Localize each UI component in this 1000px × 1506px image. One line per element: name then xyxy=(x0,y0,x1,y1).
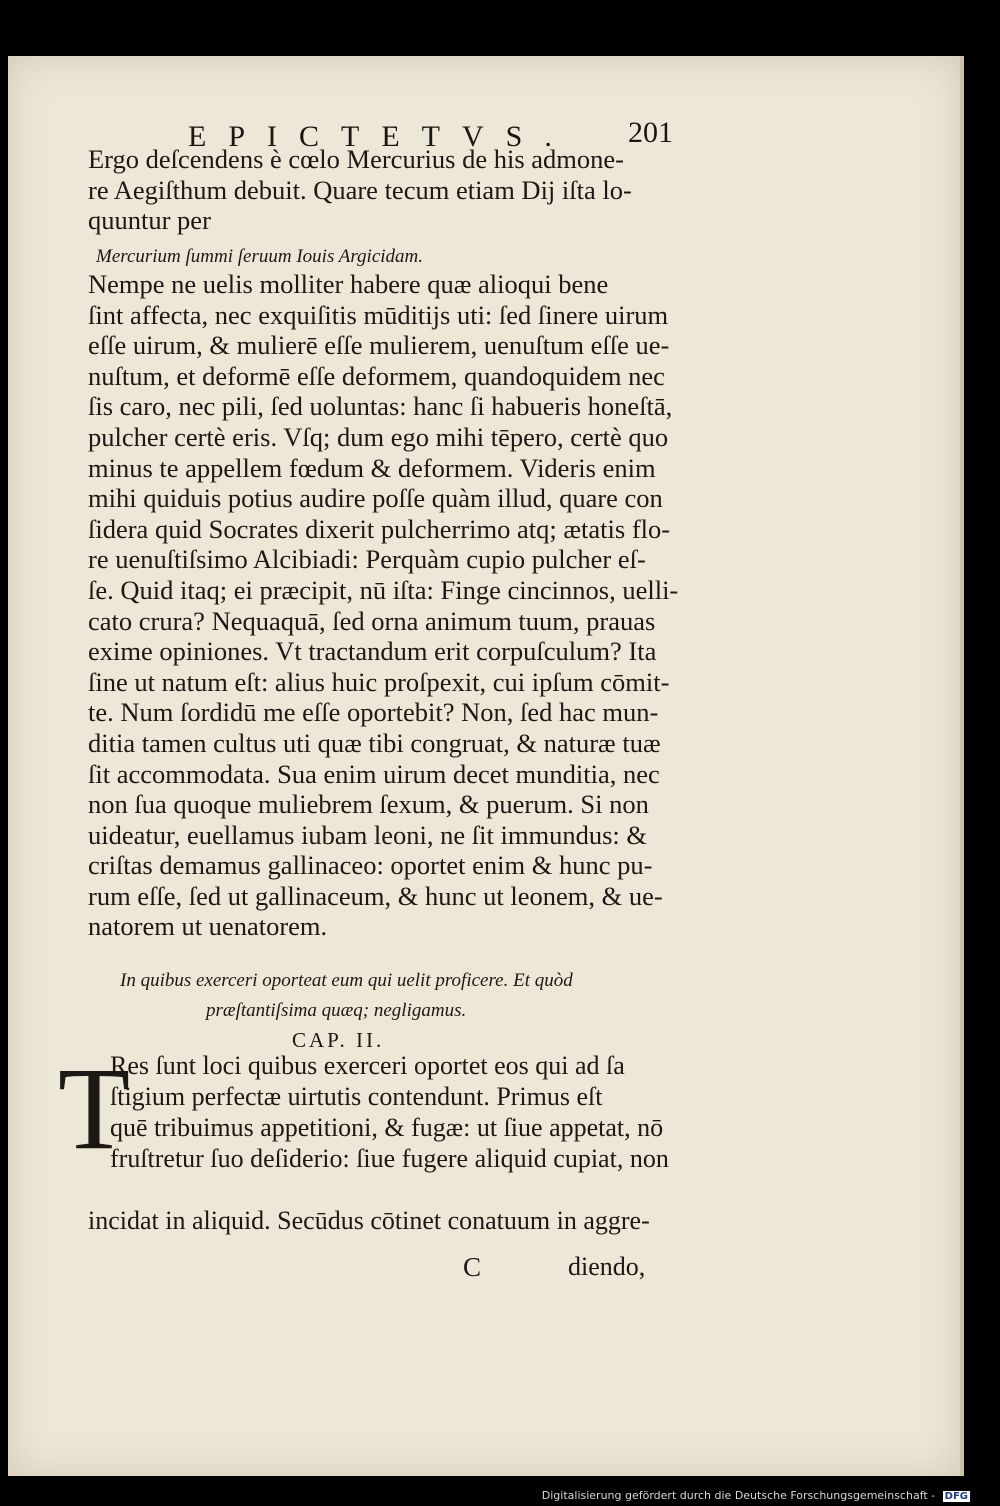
text-line: mihi quiduis potius audire poſſe quàm illud, quare con xyxy=(88,483,663,514)
paragraph-3-end xyxy=(88,1205,708,1236)
text-line: ſit accommodata. Sua enim uirum decet munditia, nec xyxy=(88,758,660,789)
text-line: ſtigium perfectæ uirtutis contendunt. Primus eſt xyxy=(110,1082,603,1111)
text-line: Nempe ne uelis molliter habere quæ alioqui bene xyxy=(88,269,609,299)
text-line: ſine ut natum eſt: alius huic proſpexit, cui ipſum cōmit- xyxy=(88,666,670,697)
signature-mark: C xyxy=(463,1252,482,1282)
text-line: fruſtretur ſuo deſiderio: ſiue fugere aliquid cupiat, non xyxy=(110,1144,669,1173)
text-line: non ſua quoque muliebrem ſexum, & puerum. Si non xyxy=(88,789,649,820)
text-line: ſis caro, nec pili, ſed uoluntas: hanc ſi habueris honeſtā, xyxy=(88,391,673,422)
text-line: natorem ut uenatorem. xyxy=(88,911,328,942)
text-line: uideatur, euellamus iubam leoni, ne ſit immundus: & xyxy=(88,819,648,850)
text-line: quuntur per xyxy=(88,205,211,236)
text-line: eſſe uirum, & mulierē eſſe mulierem, uenuſtum eſſe ue- xyxy=(88,330,670,361)
text-line: re uenuſtiſsimo Alcibiadi: Perquàm cupio pulcher eſ- xyxy=(88,544,646,575)
paragraph-1 xyxy=(88,144,708,236)
text-line: quē tribuimus appetitioni, & fugæ: ut ſiue appetat, nō xyxy=(110,1113,664,1142)
running-title: EPICTETVS. xyxy=(188,120,574,153)
catchword: diendo, xyxy=(568,1252,646,1281)
paragraph-3 xyxy=(110,1050,690,1174)
paragraph-2 xyxy=(88,269,708,942)
text-line: incidat in aliquid. Secūdus cōtinet conatuum in aggre- xyxy=(88,1206,650,1235)
text-line: pulcher certè eris. Vſq; dum ego mihi tēpero, certè quo xyxy=(88,421,669,452)
text-line: Ergo deſcendens è cœlo Mercurius de his admone- xyxy=(88,144,624,174)
text-line: cato crura? Nequaquā, ſed orna animum tuum, prauas xyxy=(88,605,656,636)
page-number: 201 xyxy=(628,116,673,149)
book-page xyxy=(8,56,964,1476)
drop-cap: T xyxy=(58,1043,131,1174)
text-line: exime opiniones. Vt tractandum erit corpuſculum? Ita xyxy=(88,636,657,667)
text-line: te. Num ſordidū me eſſe oportebit? Non, ſed hac mun- xyxy=(88,697,659,728)
digitization-credit xyxy=(542,1489,970,1502)
chapter-heading-line: In quibus exerceri oporteat eum qui uelit proficere. Et quòd xyxy=(120,970,573,991)
verse-quote: Mercurium ſummi ſeruum Iouis Argicidam. xyxy=(96,246,424,267)
text-line: ſidera quid Socrates dixerit pulcherrimo atq; ætatis flo- xyxy=(88,513,671,544)
chapter-heading xyxy=(120,966,700,1026)
credit-text: Digitalisierung gefördert durch die Deutsche Forschungsgemeinschaft - xyxy=(541,1489,936,1502)
text-line: ſe. Quid itaq; ei præcipit, nū iſta: Finge cincinnos, uelli- xyxy=(88,574,679,605)
dfg-logo: DFG xyxy=(944,1491,968,1502)
text-line: criſtas demamus gallinaceo: oportet enim & hunc pu- xyxy=(88,850,653,881)
text-line: rum eſſe, ſed ut gallinaceum, & hunc ut leonem, & ue- xyxy=(88,880,663,911)
text-line: ditia tamen cultus uti quæ tibi congruat, & naturæ tuæ xyxy=(88,727,661,758)
text-line: re Aegiſthum debuit. Quare tecum etiam Dij iſta lo- xyxy=(88,174,632,205)
text-line: nuſtum, et deformē eſſe deformem, quandoquidem nec xyxy=(88,360,665,391)
text-line: ſint affecta, nec exquiſitis mūditijs uti: ſed ſinere uirum xyxy=(88,299,669,330)
text-line: Res ſunt loci quibus exerceri oportet eos qui ad ſa xyxy=(110,1051,625,1080)
chapter-heading-line: præſtantiſsima quæq; negligamus. xyxy=(206,1000,467,1021)
text-line: minus te appellem fœdum & deformem. Videris enim xyxy=(88,452,656,483)
chapter-number: CAP. II. xyxy=(292,1028,385,1052)
